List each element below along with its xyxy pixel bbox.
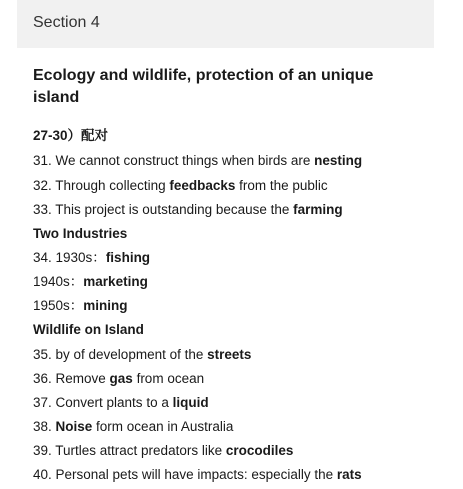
- answer-keyword: liquid: [172, 395, 209, 410]
- section-title: Section 4: [33, 14, 100, 31]
- answer-line-34: 34. 1930s：fishing: [33, 250, 151, 265]
- answer-keyword: fishing: [105, 250, 151, 265]
- answer-line-33: 33. This project is outstanding because the farming: [33, 202, 343, 217]
- answer-keyword: nesting: [314, 153, 363, 168]
- answer-line-37: 37. Convert plants to a liquid: [33, 395, 209, 410]
- answer-line-31: 31. We cannot construct things when birds are nesting: [33, 153, 363, 168]
- document-heading: Ecology and wildlife, protection of an unique island: [33, 67, 374, 106]
- answer-keyword: farming: [293, 202, 343, 217]
- answer-keyword: marketing: [83, 274, 148, 289]
- answer-line-35: 35. by of development of the streets: [33, 347, 252, 362]
- answer-keyword: Noise: [55, 419, 93, 434]
- answer-keyword: crocodiles: [225, 443, 294, 458]
- answer-line-32: 32. Through collecting feedbacks from the public: [33, 178, 328, 193]
- answer-keyword: gas: [109, 371, 133, 386]
- answer-line-1940s: 1940s：marketing: [33, 274, 148, 289]
- answer-line-40: 40. Personal pets will have impacts: especially the rats: [33, 467, 362, 482]
- answer-keyword: mining: [83, 298, 128, 313]
- answer-line-36: 36. Remove gas from ocean: [33, 371, 205, 386]
- answer-line-1950s: 1950s：mining: [33, 298, 128, 313]
- section-header-bar: [17, 0, 434, 48]
- answer-keyword: streets: [207, 347, 252, 362]
- subheading-two-industries: Two Industries: [33, 226, 128, 241]
- group-label-matching: 27-30）配对: [33, 128, 109, 143]
- answer-keyword: rats: [336, 467, 362, 482]
- answer-line-38: 38. Noise form ocean in Australia: [33, 419, 234, 434]
- answer-keyword: feedbacks: [169, 178, 236, 193]
- subheading-wildlife: Wildlife on Island: [33, 322, 144, 337]
- answer-line-39: 39. Turtles attract predators like crocodiles: [33, 443, 294, 458]
